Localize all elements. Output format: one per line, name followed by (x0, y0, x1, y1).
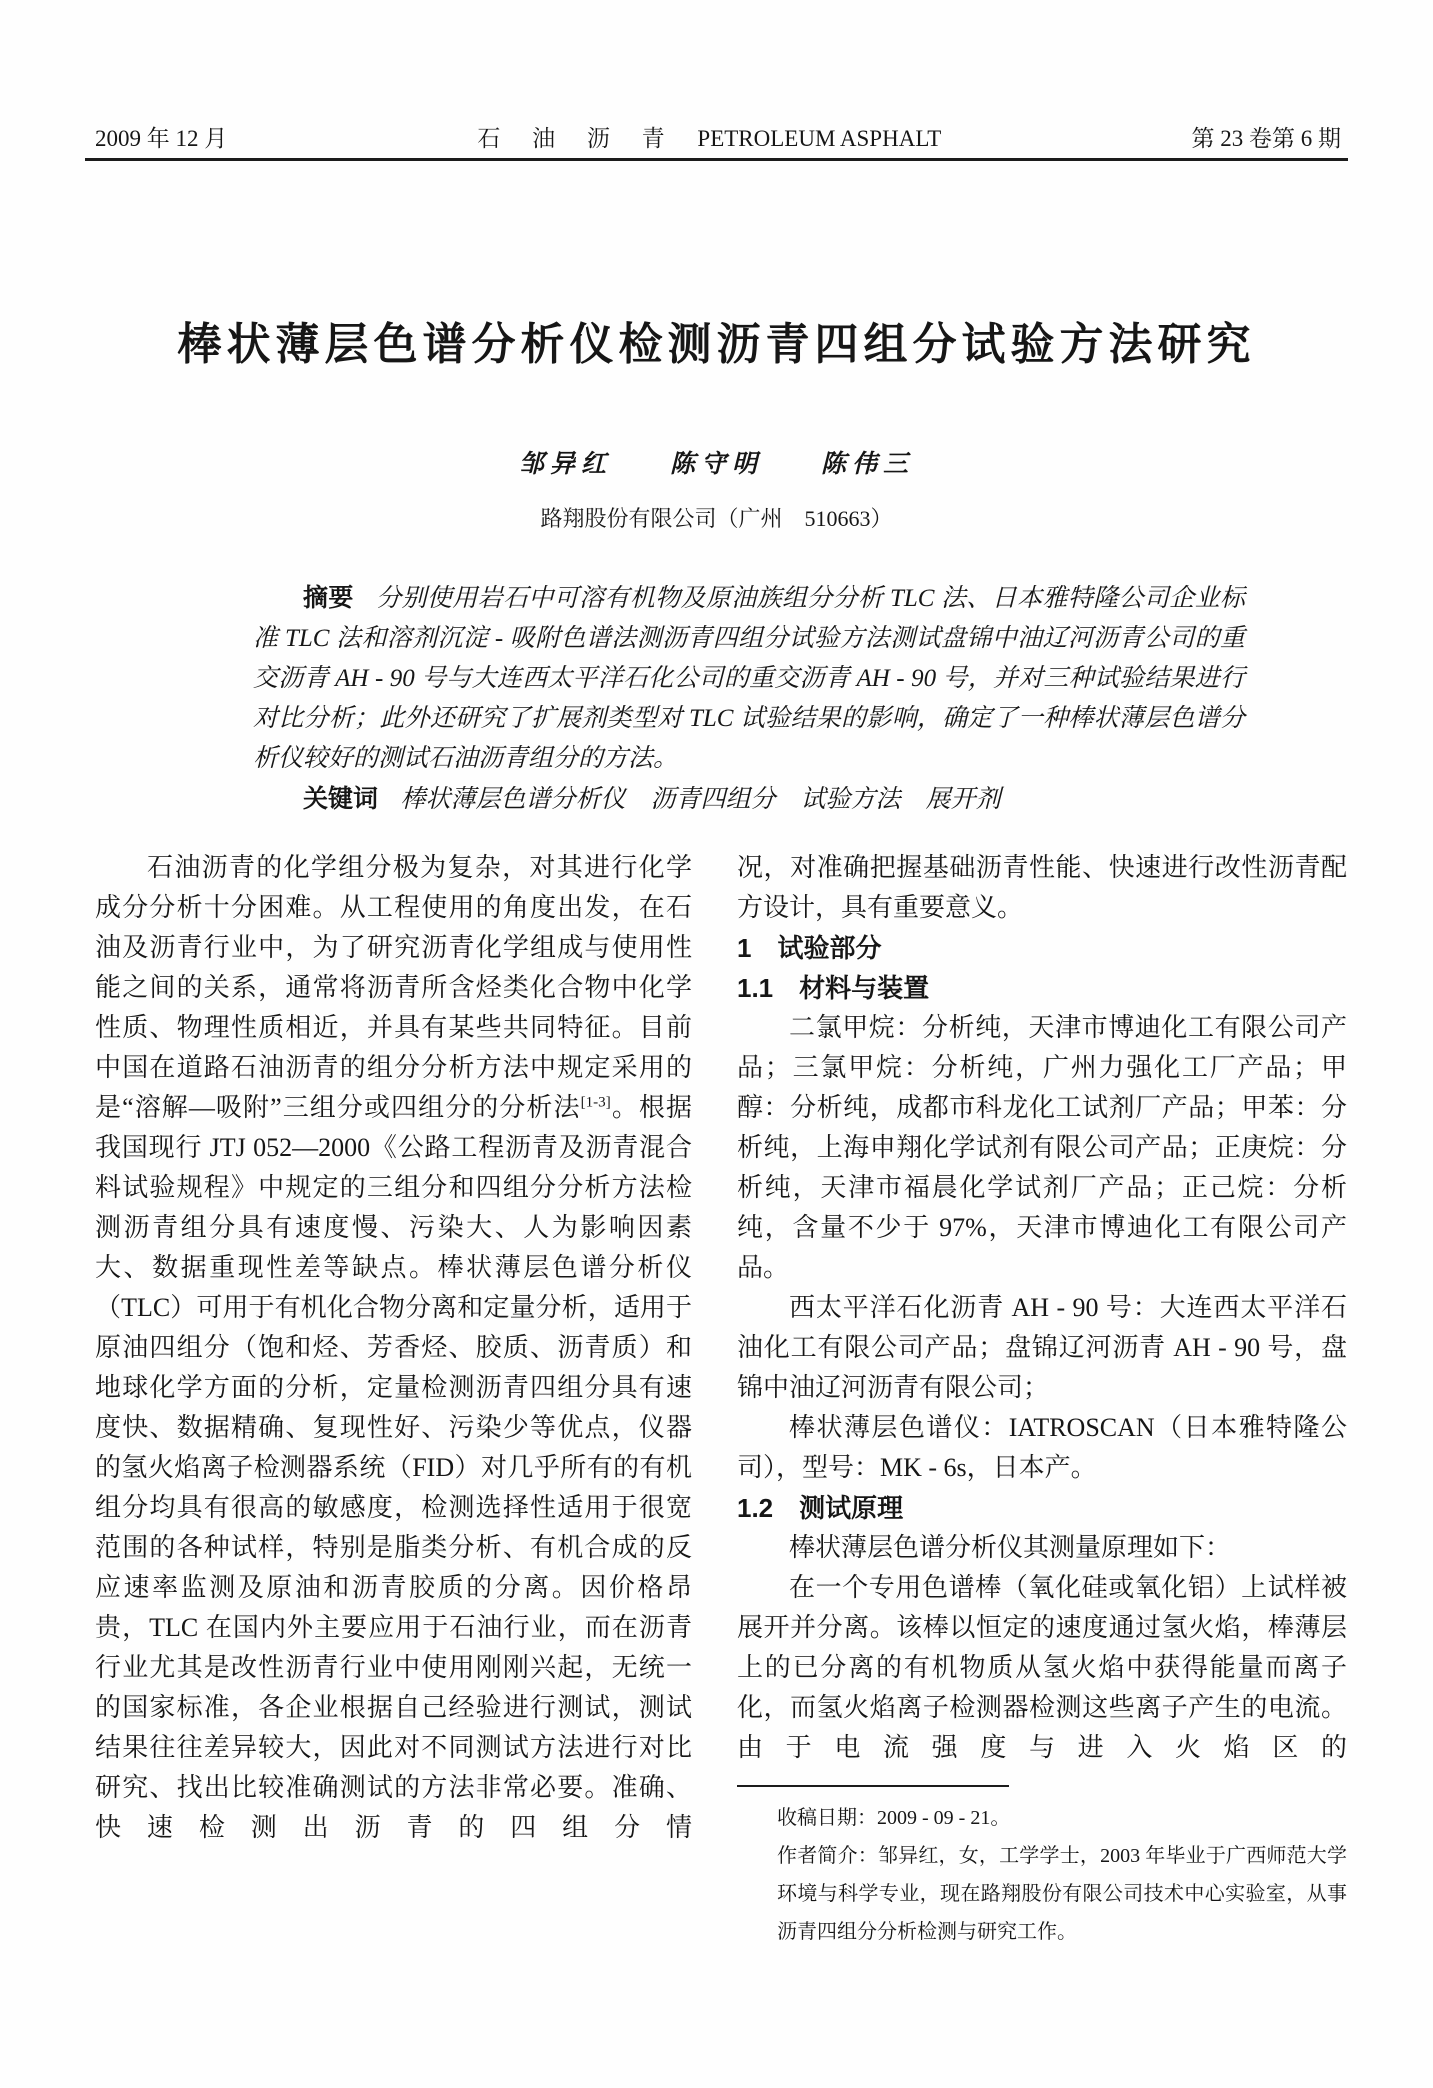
abstract-paragraph (253, 578, 1245, 779)
journal-title-en: PETROLEUM ASPHALT (697, 126, 942, 151)
affiliation: 路翔股份有限公司（广州 510663） (540, 506, 893, 531)
section-heading-1-2: 1.2 测试原理 (737, 1493, 904, 1523)
author-bio: 作者简介：邹异红，女，工学学士，2003 年毕业于广西师范大学环境与科学专业，现在路翔股份有限公司技术中心实验室，从事沥青四组分分析检测与研究工作。 (777, 1845, 1347, 1943)
journal-title-cn: 石 油 沥 青 (477, 126, 678, 151)
keyword-item: 试验方法 (800, 786, 901, 813)
section-heading-1-1: 1.1 材料与装置 (737, 973, 930, 1003)
author-name: 陈伟三 (821, 451, 915, 478)
intro-text-b: 。根据我国现行 JTJ 052—2000《公路工程沥青及沥青混合料试验规程》中规定的三组分和四组分分析方法检测沥青组分具有速度慢、污染大、人为影响因素大、数据重现性差等缺点。棒状薄层色谱分析仪（TLC）可用于有机化合物分离和定量分析，适用于原油四组分（饱和烃、芳香烃、胶质、沥青质）和地球化学方面的分析，定量检测沥青四组分具有速度快、数据精确、复现性好、污染少等优点，仪器的氢火焰离子检测器系统（FID）对几乎所有的有机组分均具有很高的敏感度，检测选择性适用于很宽范围的各种试样，特别是脂类分析、有机合成的反应速率监测及原油和沥青胶质的分离。因价格昂贵，TLC 在国内外主要应用于石油行业，而在沥青行业尤其是改性沥青行业中使用刚刚兴起，无统一的国家标准，各企业根据自己经验进行测试，测试结果往往差异较大，因此对不同测试方法进行对比研究、找出比较准确测试的方法非常必要。准确、快速检测出沥青的四组分情 (95, 1093, 692, 1842)
intro-paragraph (95, 848, 692, 1848)
citation-superscript: [1-3] (580, 1094, 611, 1111)
article-title: 棒状薄层色谱分析仪检测沥青四组分试验方法研究 (177, 320, 1256, 369)
journal-title (477, 120, 941, 153)
received-date: 收稿日期：2009 - 09 - 21。 (777, 1807, 1011, 1829)
section-heading-1: 1 试验部分 (737, 933, 882, 963)
keywords-line (253, 779, 1245, 820)
issue-date: 2009 年 12 月 (95, 126, 228, 151)
keyword-item: 棒状薄层色谱分析仪 (400, 786, 626, 813)
keyword-item: 沥青四组分 (650, 786, 776, 813)
instrument-paragraph: 棒状薄层色谱仪：IATROSCAN（日本雅特隆公司），型号：MK - 6s，日本产。 (737, 1413, 1347, 1482)
volume-issue: 第 23 卷第 6 期 (1191, 126, 1341, 151)
footnote-rule (737, 1785, 1009, 1787)
principle-paragraph: 在一个专用色谱棒（氧化硅或氧化铝）上试样被展开并分离。该棒以恒定的速度通过氢火焰，棒薄层上的已分离的有机物质从氢火焰中获得能量而离子化，而氢火焰离子检测器检测这些离子产生的电流。由于电流强度与进入火焰区的 (737, 1573, 1347, 1762)
abstract-label: 摘要 (303, 584, 354, 612)
journal-header (95, 120, 1341, 153)
author-name: 邹异红 (518, 451, 612, 478)
asphalt-samples-paragraph: 西太平洋石化沥青 AH - 90 号：大连西太平洋石油化工有限公司产品；盘锦辽河沥青 AH - 90 号，盘锦中油辽河沥青有限公司； (737, 1293, 1347, 1402)
authors-line (0, 444, 1433, 480)
intro-text-a: 石油沥青的化学组分极为复杂，对其进行化学成分分析十分困难。从工程使用的角度出发，在石油及沥青行业中，为了研究沥青化学组成与使用性能之间的关系，通常将沥青所含烃类化合物中化学性质、物理性质相近，并具有某些共同特征。目前中国在道路石油沥青的组分分析方法中规定采用的是“溶解—吸附”三组分或四组分的分析法 (95, 853, 692, 1122)
keywords-label: 关键词 (303, 785, 379, 813)
left-column (95, 848, 692, 1848)
keyword-item: 展开剂 (925, 786, 1001, 813)
materials-reagents-paragraph: 二氯甲烷：分析纯，天津市博迪化工有限公司产品；三氯甲烷：分析纯，广州力强化工厂产品；甲醇：分析纯，成都市科龙化工试剂厂产品；甲苯：分析纯，上海申翔化学试剂有限公司产品；正庚烷：分析纯，天津市福晨化学试剂厂产品；正己烷：分析纯，含量不少于 97%，天津市博迪化工有限公司产品。 (737, 1013, 1347, 1282)
principle-intro-paragraph: 棒状薄层色谱分析仪其测量原理如下： (789, 1533, 1232, 1562)
continuation-paragraph: 况，对准确把握基础沥青性能、快速进行改性沥青配方设计，具有重要意义。 (737, 853, 1347, 922)
abstract-section (253, 578, 1245, 820)
header-rule (85, 158, 1348, 161)
author-name: 陈守明 (669, 451, 763, 478)
abstract-text: 分别使用岩石中可溶有机物及原油族组分分析 TLC 法、日本雅特隆公司企业标准 TLC 法和溶剂沉淀 - 吸附色谱法测沥青四组分试验方法测试盘锦中油辽河沥青公司的重交沥青 AH - 90 号与大连西太平洋石化公司的重交沥青 AH - 90 号，并对三种试验结果进行对比分析；此外还研究了扩展剂类型对 TLC 试验结果的影响，确定了一种棒状薄层色谱分析仪较好的测试石油沥青组分的方法。 (253, 585, 1245, 772)
footnote (777, 1799, 1347, 1951)
right-column (737, 848, 1347, 1951)
